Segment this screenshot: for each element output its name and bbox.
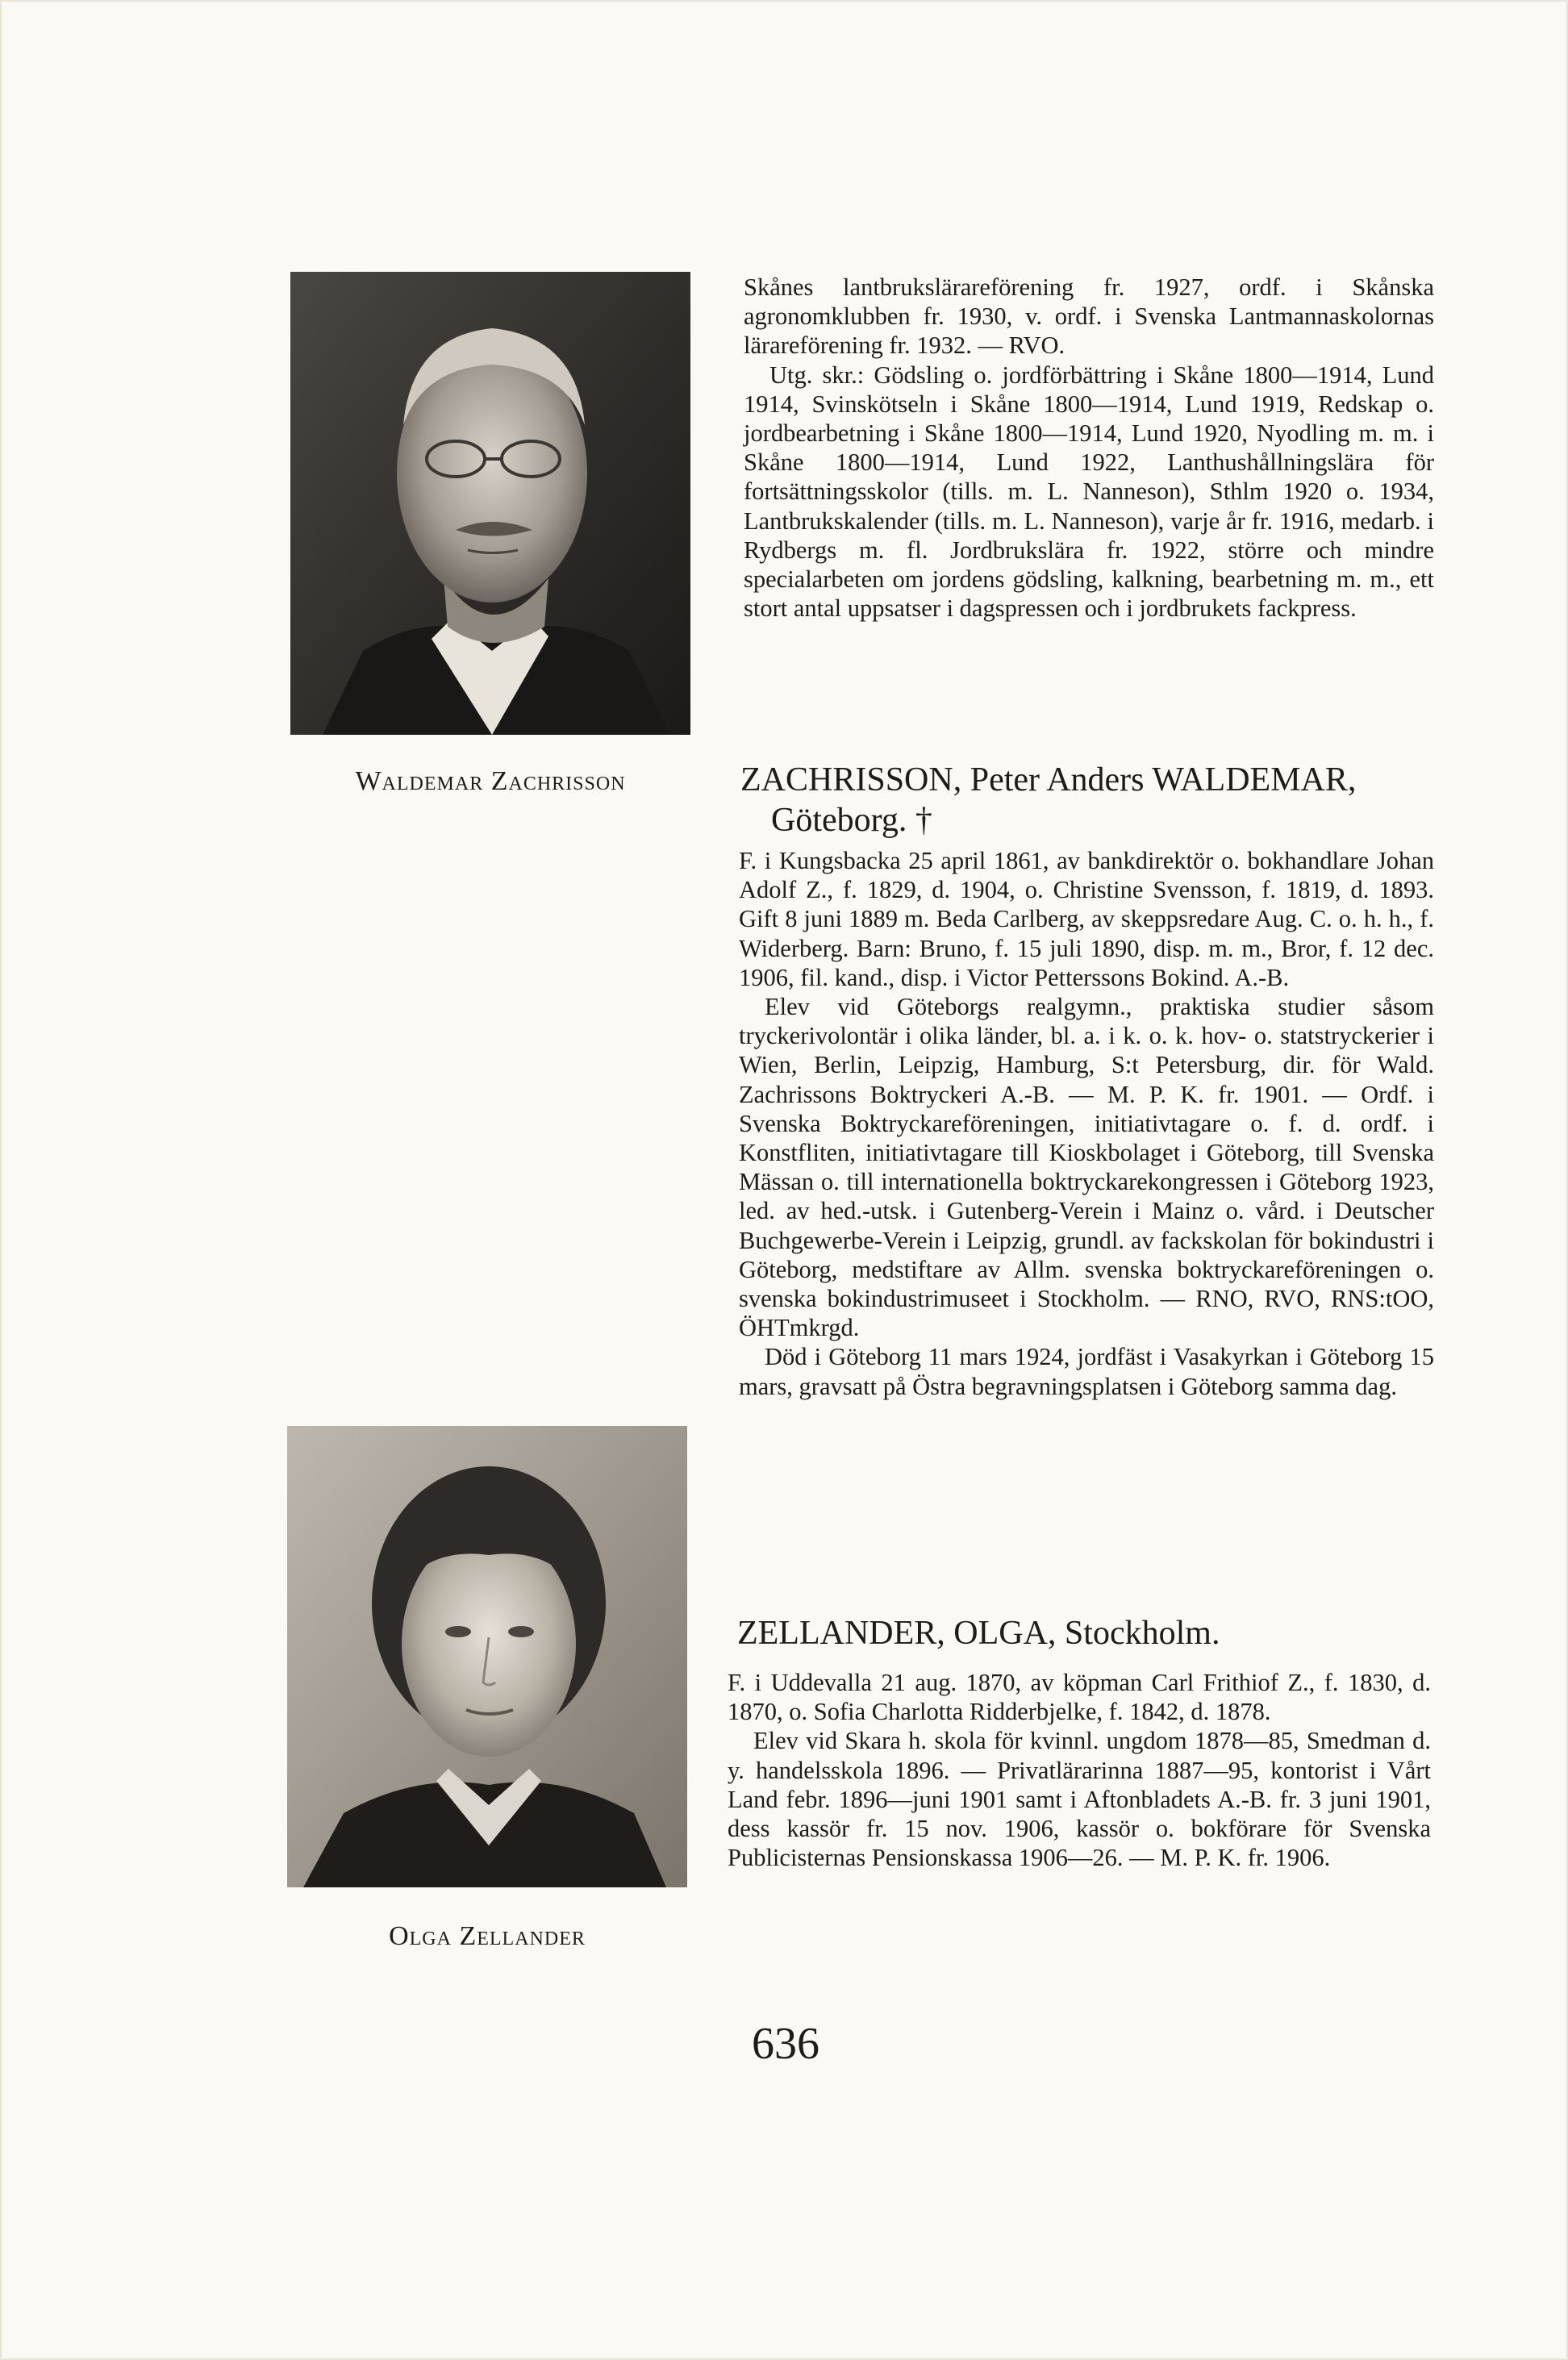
biography-text-zachrisson <box>739 846 1434 1401</box>
entry-heading-name: ZACHRISSON, Peter Anders WALDEMAR, <box>740 761 1357 798</box>
entry-heading-location: Göteborg. † <box>771 802 932 839</box>
page-number: 636 <box>752 2019 819 2069</box>
portrait-zellander-image <box>287 1426 687 1887</box>
paragraph: Elev vid Göteborgs realgymn., praktiska studier såsom tryckerivolontär i olika länder, bl. a. i k. o. k. hov- o. statstryckerier i Wien, Berlin, Leipzig, Hamburg, S:t Petersburg, dir. för Wald. Zachrissons Boktryckeri A.-B. — M. P. K. fr. 1901. — Ordf. i Svenska Boktryckareföreningen, initiativtagare o. f. d. ordf. i Konstfliten, initiativtagare till Kioskbolaget i Göteborg, till Svenska Mässan o. till internationella boktryckarekongressen i Göteborg 1923, led. av hed.-utsk. i Gutenberg-Verein i Mainz o. vård. i Deutscher Buchgewerbe-Verein i Leipzig, grundl. av fackskolan för bokindustri i Göteborg, medstiftare av Allm. svenska boktryckareföreningen o. svenska bokindustrimuseet i Stockholm. — RNO, RVO, RNS:tOO, ÖHTmkrgd. <box>739 993 1434 1342</box>
portrait-zachrisson-image <box>290 272 690 735</box>
portrait-photo-zachrisson <box>290 272 690 735</box>
paragraph: Utg. skr.: Gödsling o. jordförbättring i Skåne 1800—1914, Lund 1914, Svinskötseln i Skåne 1800—1914, Lund 1919, Redskap o. jordbearbetning i Skåne 1800—1914, Lund 1920, Nyodling m. m. i Skåne 1800—1914, Lund 1922, Lanthushållningslära för fortsättningsskolor (tills. m. L. Nanneson), Sthlm 1920 o. 1934, Lantbrukskalender (tills. m. L. Nanneson), varje år fr. 1916, medarb. i Rydbergs m. fl. Jordbrukslära fr. 1922, större och mindre specialarbeten om jordens gödsling, kalkning, bearbetning m. m., ett stort antal uppsatser i dagspressen och i jordbrukets fackpress. <box>744 361 1434 623</box>
biography-text-zellander <box>728 1668 1431 1872</box>
portrait-caption-zachrisson: Waldemar Zachrisson <box>355 766 626 796</box>
paragraph: Skånes lantbrukslärareförening fr. 1927, ordf. i Skånska agronomklubben fr. 1930, v. ordf. i Svenska Lantmannaskolornas lärareförening fr. 1932. — RVO. <box>744 273 1434 360</box>
portrait-caption-zellander: Olga Zellander <box>389 1921 586 1951</box>
paragraph: F. i Kungsbacka 25 april 1861, av bankdirektör o. bokhandlare Johan Adolf Z., f. 1829, d. 1904, o. Christine Svensson, f. 1819, d. 1893. Gift 8 juni 1889 m. Beda Carlberg, av skeppsredare Aug. C. o. h. h., f. Widerberg. Barn: Bruno, f. 15 juli 1890, disp. m. m., Bror, f. 12 dec. 1906, fil. kand., disp. i Victor Petterssons Bokind. A.-B. <box>739 847 1434 991</box>
entry-heading-zellander: ZELLANDER, OLGA, Stockholm. <box>737 1615 1220 1652</box>
paragraph: Elev vid Skara h. skola för kvinnl. ungdom 1878—85, Smedman d. y. handelsskola 1896. — Privatlärarinna 1887—95, kontorist i Vårt Land febr. 1896—juni 1901 samt i Aftonbladets A.-B. fr. 3 juni 1901, dess kassör fr. 15 nov. 1906, kassör o. bokförare för Svenska Publicisternas Pensionskassa 1906—26. — M. P. K. fr. 1906. <box>728 1727 1431 1872</box>
paragraph: Död i Göteborg 11 mars 1924, jordfäst i Vasakyrkan i Göteborg 15 mars, gravsatt på Östra begravningsplatsen i Göteborg samma dag. <box>739 1343 1434 1400</box>
paragraph: F. i Uddevalla 21 aug. 1870, av köpman Carl Frithiof Z., f. 1830, d. 1870, o. Sofia Charlotta Ridderbjelke, f. 1842, d. 1878. <box>728 1669 1431 1726</box>
continued-biography-text <box>744 273 1434 623</box>
entry-heading-zachrisson <box>740 760 1442 840</box>
portrait-photo-zellander <box>287 1426 687 1887</box>
